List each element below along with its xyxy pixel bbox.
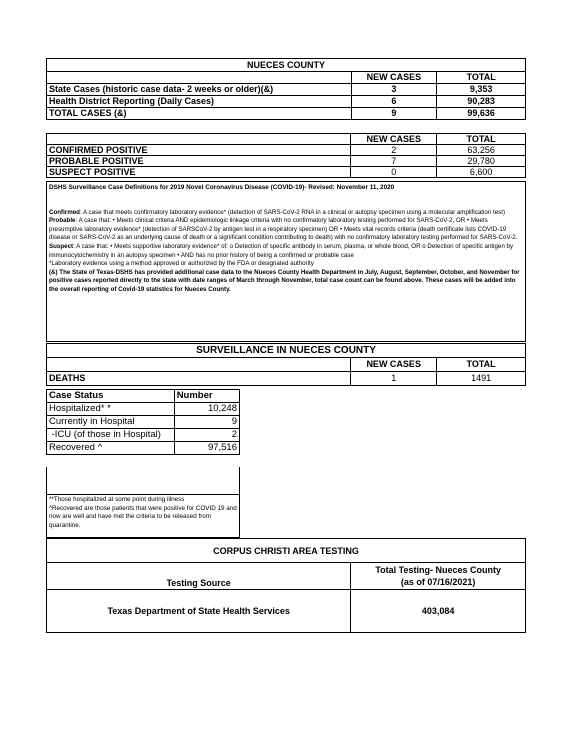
row-label: State Cases (historic case data- 2 weeks or older)(&) xyxy=(47,84,352,96)
surveillance-table xyxy=(46,343,526,386)
table-row xyxy=(47,372,526,386)
row-value: 2 xyxy=(174,429,239,442)
table-row xyxy=(47,84,526,96)
row-total: 403,084 xyxy=(351,590,526,633)
definition-suspect: Suspect: A case that: • Meets supportive laboratory evidence* of: o Detection of specific antibody in serum, plasma, or whole blood, OR o Detection of specific antigen by immunocytochemistry in an autopsy specimen • AND has no prior history of being a confirmed or probable case xyxy=(49,242,514,259)
recovered-note: ^Recovered are those patients that were positive for COVID 19 and now are well and have met the criteria to be released from quarantine. xyxy=(49,504,237,529)
col-new-cases: NEW CASES xyxy=(351,358,437,372)
state-data-note: (&) The State of Texas-DSHS has provided additional case data to the Nueces County Health Department in July, August, September, October, and November for positive cases reported directly to the state with date ranges of March through November, total case count can be found above. These cases will be added into the overall reporting of Covid-19 statistics for Nueces County. xyxy=(49,268,520,293)
row-label: PROBABLE POSITIVE xyxy=(47,156,351,167)
row-label: DEATHS xyxy=(47,372,351,386)
row-new: 2 xyxy=(351,145,437,156)
table-row xyxy=(47,429,240,442)
case-status-spacer xyxy=(46,467,240,494)
case-definitions xyxy=(46,181,526,342)
hospitalized-note: **Those hospitalized at some point during illness xyxy=(49,496,185,503)
table-row xyxy=(47,108,526,120)
col-total-testing: Total Testing- Nueces County (as of 07/16/2021) xyxy=(351,563,526,590)
row-total: 6,600 xyxy=(437,167,526,178)
col-total: TOTAL xyxy=(437,358,526,372)
table-row xyxy=(47,145,526,156)
col-testing-source: Testing Source xyxy=(47,563,351,590)
lab-evidence-note: *Laboratory evidence using a method approved or authorized by the FDA or designated authority xyxy=(49,260,314,268)
case-status-table xyxy=(46,389,240,455)
row-label: Recovered ^ xyxy=(47,442,175,455)
nueces-county-table xyxy=(46,58,526,120)
county-title: NUECES COUNTY xyxy=(47,59,526,72)
col-new-cases: NEW CASES xyxy=(351,134,437,145)
table-row xyxy=(47,403,240,416)
row-new: 1 xyxy=(351,372,437,386)
table-row xyxy=(47,96,526,108)
surveillance-title: SURVEILLANCE IN NUECES COUNTY xyxy=(47,344,526,358)
row-total: 1491 xyxy=(437,372,526,386)
table-row xyxy=(47,167,526,178)
positives-table xyxy=(46,133,526,178)
col-total: TOTAL xyxy=(437,72,526,84)
row-total: 63,256 xyxy=(437,145,526,156)
definitions-title: DSHS Surveillance Case Definitions for 2019 Novel Coronavirus Disease (COVID-19)- Revised: November 11, 2020 xyxy=(49,184,395,191)
testing-title: CORPUS CHRISTI AREA TESTING xyxy=(47,539,526,563)
table-row xyxy=(47,442,240,455)
case-status-notes xyxy=(46,494,240,538)
row-new: 6 xyxy=(351,96,437,108)
row-value: 10,248 xyxy=(174,403,239,416)
row-new: 9 xyxy=(351,108,437,120)
table-row xyxy=(47,416,240,429)
row-label: Health District Reporting (Daily Cases) xyxy=(47,96,352,108)
definition-confirmed: Confirmed: A case that meets confirmatory laboratory evidence* (detection of SARS-CoV-2 RNA in a clinical or autopsy specimen using a molecular amplification test) xyxy=(49,208,506,216)
row-value: 97,516 xyxy=(174,442,239,455)
row-new: 0 xyxy=(351,167,437,178)
row-total: 90,283 xyxy=(437,96,526,108)
table-row xyxy=(47,590,526,633)
row-label: TOTAL CASES (&) xyxy=(47,108,352,120)
row-label: -ICU (of those in Hospital) xyxy=(47,429,175,442)
col-number: Number xyxy=(174,390,239,403)
row-label: Hospitalized* * xyxy=(47,403,175,416)
table-row xyxy=(47,156,526,167)
row-total: 9,353 xyxy=(437,84,526,96)
row-source: Texas Department of State Health Services xyxy=(47,590,351,633)
row-label: Currently in Hospital xyxy=(47,416,175,429)
row-label: SUSPECT POSITIVE xyxy=(47,167,351,178)
col-new-cases: NEW CASES xyxy=(351,72,437,84)
definition-probable: Probable: A case that: • Meets clinical criteria AND epidemiologic linkage criteria with no confirmatory laboratory testing performed for SARS-CoV-2, OR • Meets presumptive laboratory evidence* (detection of SARSCoV-2 by antigen test in a respiratory specimen) OR • Meets vital records criteria (death certificate lists COVID-19 disease or SARS-CoV-2 as an underlying cause of death or a significant condition contributing to death) with no confirmatory laboratory testing performed for SARS-CoV-2. xyxy=(49,217,518,242)
testing-table xyxy=(46,538,526,633)
row-value: 9 xyxy=(174,416,239,429)
row-new: 7 xyxy=(351,156,437,167)
row-new: 3 xyxy=(351,84,437,96)
row-label: CONFIRMED POSITIVE xyxy=(47,145,351,156)
row-total: 29,780 xyxy=(437,156,526,167)
col-total: TOTAL xyxy=(437,134,526,145)
col-case-status: Case Status xyxy=(47,390,175,403)
row-total: 99,636 xyxy=(437,108,526,120)
